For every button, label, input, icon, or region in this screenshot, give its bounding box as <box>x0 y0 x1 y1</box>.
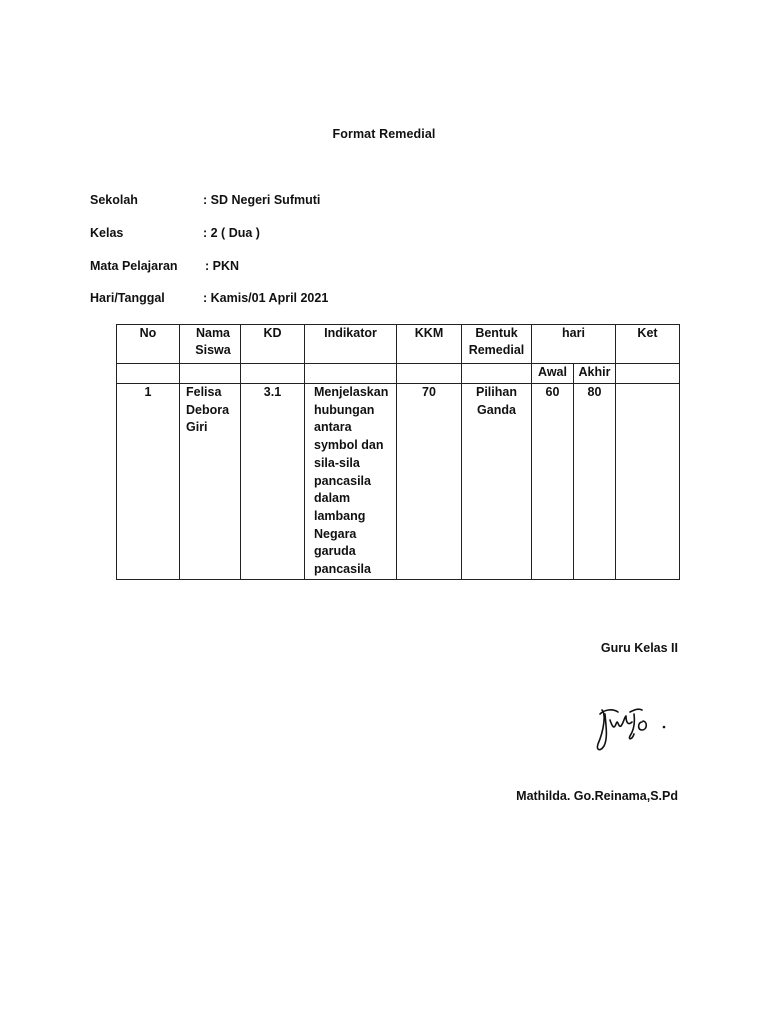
info-value: : PKN <box>205 259 240 273</box>
info-label: Kelas <box>90 226 124 240</box>
signature-role: Guru Kelas II <box>600 641 678 655</box>
document-title: Format Remedial <box>332 127 436 141</box>
header-bentuk-remedial <box>462 325 532 364</box>
cell-no: 1 <box>117 384 180 580</box>
header-nama-siswa <box>180 325 241 364</box>
cell-text: Ganda <box>477 402 516 417</box>
cell-text: dalam <box>314 491 351 506</box>
cell-text: Negara <box>314 526 357 541</box>
cell-akhir: 80 <box>574 384 616 580</box>
empty-cell <box>462 364 532 384</box>
cell-text: pancasila <box>314 473 371 488</box>
info-value: : Kamis/01 April 2021 <box>203 291 329 305</box>
cell-kkm: 70 <box>397 384 462 580</box>
cell-text: Menjelaskan <box>314 385 389 399</box>
empty-cell <box>241 364 305 384</box>
header-text: Nama <box>195 326 231 340</box>
cell-text: Felisa <box>186 385 222 399</box>
table-row <box>117 384 680 580</box>
empty-cell <box>305 364 397 384</box>
signature-name: Mathilda. Go.Reinama,S.Pd <box>516 789 678 803</box>
header-no: No <box>117 325 180 364</box>
cell-text: Debora <box>186 402 230 417</box>
header-kkm: KKM <box>397 325 462 364</box>
empty-cell <box>180 364 241 384</box>
info-label: Mata Pelajaran <box>90 259 178 273</box>
cell-text: garuda <box>314 544 356 559</box>
cell-awal: 60 <box>532 384 574 580</box>
cell-text: Pilihan <box>476 385 517 399</box>
info-label: Sekolah <box>90 193 138 207</box>
cell-text: lambang <box>314 508 366 523</box>
empty-cell <box>616 364 680 384</box>
cell-ket <box>616 384 680 580</box>
header-awal: Awal <box>532 364 574 384</box>
cell-nama-siswa <box>180 384 241 580</box>
info-value: : SD Negeri Sufmuti <box>203 193 321 207</box>
table-header-row <box>117 325 680 364</box>
handwritten-signature <box>590 700 680 760</box>
cell-indikator <box>305 384 397 580</box>
empty-cell <box>117 364 180 384</box>
header-ket: Ket <box>616 325 680 364</box>
header-text: Siswa <box>195 343 231 357</box>
cell-kd: 3.1 <box>241 384 305 580</box>
empty-cell <box>397 364 462 384</box>
header-indikator: Indikator <box>305 325 397 364</box>
header-akhir: Akhir <box>574 364 616 384</box>
cell-bentuk-remedial <box>462 384 532 580</box>
cell-text: antara <box>314 420 352 435</box>
remedial-table <box>116 324 680 580</box>
cell-text: symbol dan <box>314 438 384 453</box>
cell-text: hubungan <box>314 402 375 417</box>
table-subheader-row <box>117 364 680 384</box>
header-hari: hari <box>532 325 616 364</box>
cell-text: sila-sila <box>314 455 360 470</box>
header-kd: KD <box>241 325 305 364</box>
info-value: : 2 ( Dua ) <box>203 226 260 240</box>
info-label: Hari/Tanggal <box>90 291 165 305</box>
cell-text: Giri <box>186 420 208 435</box>
header-text: Remedial <box>468 343 525 357</box>
header-text: Bentuk <box>475 326 518 340</box>
cell-text: pancasila <box>314 562 371 577</box>
